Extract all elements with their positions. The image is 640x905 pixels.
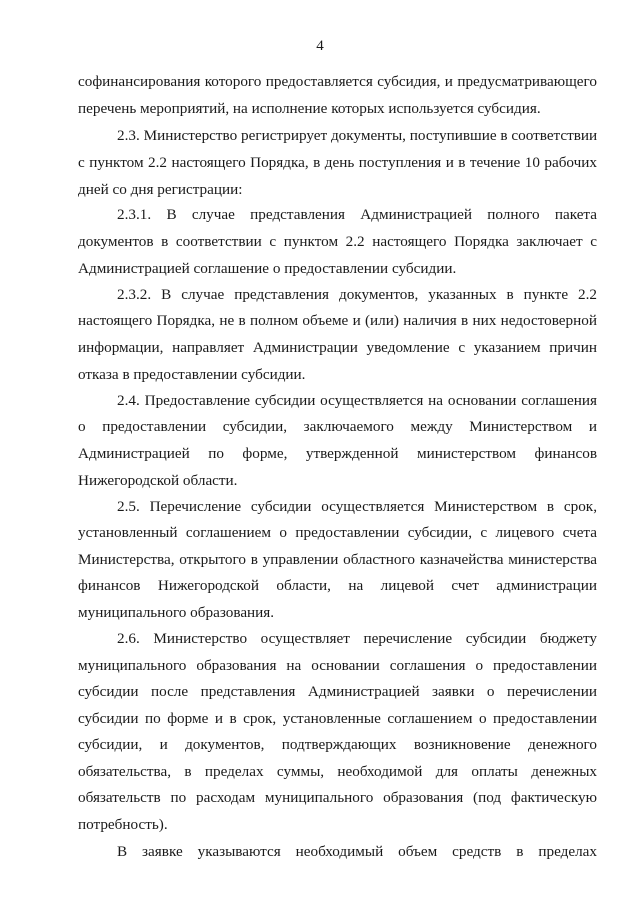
text-line: установленный соглашением о предоставлении субсидии, с лицевого счета: [78, 524, 597, 541]
text-line: обязательства, в пределах суммы, необходимой для оплаты денежных: [78, 763, 597, 780]
text-line: 2.6. Министерство осуществляет перечисление субсидии бюджету: [117, 630, 597, 647]
text-line: муниципального образования.: [78, 604, 275, 621]
text-line: настоящего Порядка, не в полном объеме и (или) наличия в них недостоверной: [78, 312, 597, 329]
text-line: субсидии, и документов, подтверждающих возникновение денежного: [78, 736, 597, 753]
text-line: о предоставлении субсидии, заключаемого между Министерством и: [78, 418, 597, 435]
text-line: финансов Нижегородской области, на лицевой счет администрации: [78, 577, 597, 594]
text-line: субсидии после представления Администрацией заявки о перечислении: [78, 683, 597, 700]
text-line: В заявке указываются необходимый объем средств в пределах: [117, 843, 597, 860]
text-line: с пунктом 2.2 настоящего Порядка, в день поступления и в течение 10 рабочих: [78, 154, 597, 171]
text-line: 2.4. Предоставление субсидии осуществляется на основании соглашения: [117, 392, 597, 409]
text-line: 2.3.2. В случае представления документов, указанных в пункте 2.2: [117, 286, 597, 303]
text-line: дней со дня регистрации:: [78, 181, 243, 198]
text-line: Министерства, открытого в управлении областного казначейства министерства: [78, 551, 597, 568]
text-line: отказа в предоставлении субсидии.: [78, 366, 306, 383]
text-line: 2.3. Министерство регистрирует документы, поступившие в соответствии: [117, 127, 598, 144]
text-line: субсидии по форме и в срок, установленные соглашением о предоставлении: [78, 710, 597, 727]
text-line: обязательств по расходам муниципального образования (под фактическую: [78, 789, 597, 806]
text-line: документов в соответствии с пунктом 2.2 настоящего Порядка заключает с: [78, 233, 597, 250]
text-line: потребность).: [78, 816, 168, 833]
text-line: Администрацией соглашение о предоставлении субсидии.: [78, 260, 457, 277]
text-line: 2.5. Перечисление субсидии осуществляется Министерством в срок,: [117, 498, 597, 515]
text-line: 2.3.1. В случае представления Администрацией полного пакета: [117, 206, 597, 223]
text-line: муниципального образования на основании соглашения о предоставлении: [78, 657, 597, 674]
text-line: Администрацией по форме, утвержденной министерством финансов: [78, 445, 597, 462]
page-number: 4: [316, 38, 324, 54]
text-line: Нижегородской области.: [78, 472, 238, 489]
text-line: перечень мероприятий, на исполнение которых используется субсидия.: [78, 100, 541, 117]
text-line: информации, направляет Администрации уведомление с указанием причин: [78, 339, 597, 356]
text-line: софинансирования которого предоставляется субсидия, и предусматривающего: [78, 73, 597, 90]
